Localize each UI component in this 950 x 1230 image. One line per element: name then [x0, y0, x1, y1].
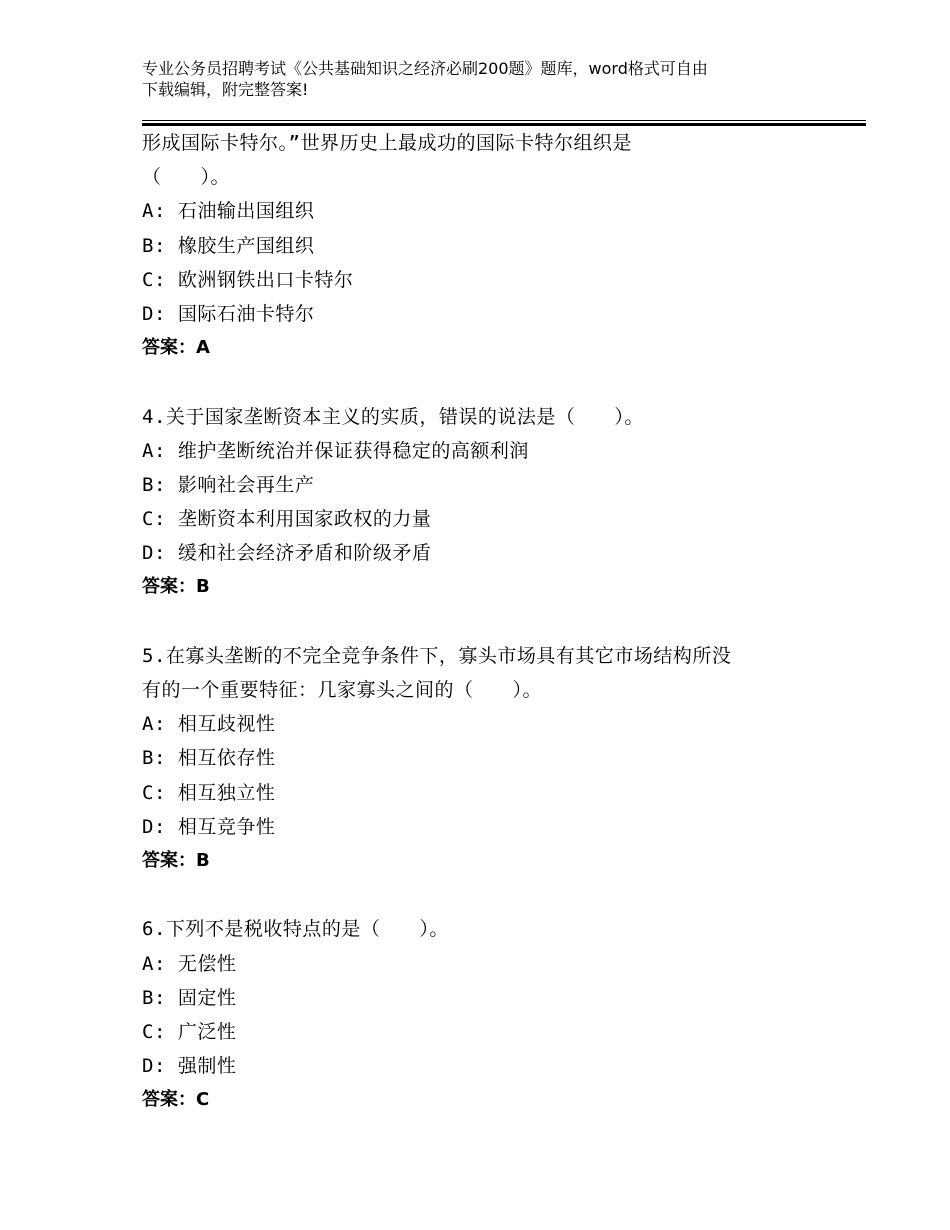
option-d: D: 缓和社会经济矛盾和阶级矛盾: [142, 542, 432, 565]
question-4: [142, 400, 842, 605]
document-body: [142, 126, 842, 1117]
option-a: A: 维护垄断统治并保证获得稳定的高额利润: [142, 439, 529, 462]
option-b: B: 固定性: [142, 986, 237, 1009]
header-line-2: 下载编辑，附完整答案!: [142, 80, 309, 99]
option-a: A: 石油输出国组织: [142, 200, 315, 223]
question-stem: 形成国际卡特尔。”世界历史上最成功的国际卡特尔组织是: [142, 132, 632, 154]
question-stem: （ ）。: [142, 166, 231, 189]
question-6: [142, 912, 842, 1117]
option-a: A: 相互歧视性: [142, 713, 276, 736]
spacer: [142, 365, 842, 399]
option-d: D: 强制性: [142, 1055, 237, 1078]
spacer: [142, 878, 842, 912]
question-5: [142, 639, 842, 878]
answer-label: 答案：B: [142, 849, 210, 871]
option-b: B: 影响社会再生产: [142, 473, 315, 496]
option-c: C: 广泛性: [142, 1020, 237, 1043]
question-3: [142, 126, 842, 365]
option-a: A: 无偿性: [142, 952, 237, 975]
spacer: [142, 605, 842, 639]
option-b: B: 相互依存性: [142, 747, 276, 770]
answer-label: 答案：B: [142, 576, 210, 598]
option-d: D: 相互竞争性: [142, 815, 276, 838]
question-stem: 有的一个重要特征：几家寡头之间的（ ）。: [142, 679, 543, 701]
answer-label: 答案：A: [142, 337, 210, 359]
question-stem: 5.在寡头垄断的不完全竞争条件下，寡头市场具有其它市场结构所没: [142, 644, 732, 667]
option-c: C: 欧洲钢铁出口卡特尔: [142, 268, 354, 291]
header-rule-thin: [142, 120, 866, 121]
option-d: D: 国际石油卡特尔: [142, 302, 315, 325]
option-c: C: 相互独立性: [142, 781, 276, 804]
option-c: C: 垄断资本利用国家政权的力量: [142, 508, 432, 531]
answer-label: 答案：C: [142, 1089, 210, 1111]
header-line-1: 专业公务员招聘考试《公共基础知识之经济必刷200题》题库，word格式可自由: [142, 59, 708, 78]
question-stem: 4.关于国家垄断资本主义的实质，错误的说法是（ ）。: [142, 405, 644, 428]
document-header: [142, 58, 822, 100]
question-stem: 6.下列不是税收特点的是（ ）。: [142, 918, 449, 941]
option-b: B: 橡胶生产国组织: [142, 234, 315, 257]
